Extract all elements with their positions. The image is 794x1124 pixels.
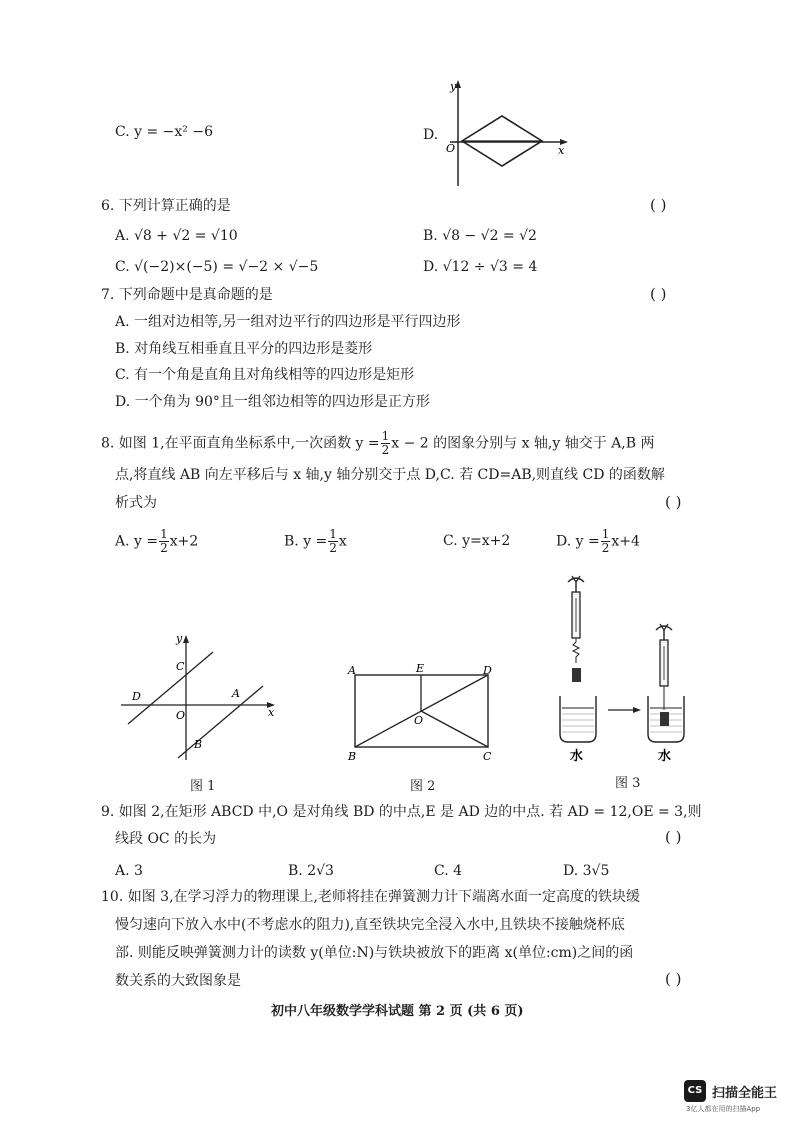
figure-2 — [343, 660, 498, 765]
q8-option-d: D. y = $\frac{1}{2}$ x+4 — [556, 527, 640, 555]
q8-option-c: C. y=x+2 — [443, 533, 511, 549]
fig-label-x: x — [558, 144, 565, 157]
q9-answer-paren[interactable]: ( ) — [665, 828, 682, 846]
q8-line1 — [101, 430, 655, 457]
q10-line1: 10. 如图 3,在学习浮力的物理课上,老师将挂在弹簧测力计下端离水面一定高度的铁块缓 — [101, 889, 640, 905]
figure-3 — [548, 568, 708, 768]
fig-label-y: y — [450, 80, 457, 93]
fig1-label-b: B — [194, 738, 203, 751]
camscanner-logo: CS — [684, 1080, 706, 1102]
q8-fraction: $\frac{1}{2}$ — [381, 429, 390, 457]
q9-option-b: B. 2√3 — [288, 863, 334, 879]
q9-line1: 9. 如图 2,在矩形 ABCD 中,O 是对角线 BD 的中点,E 是 AD 边的中点. 若 AD = 12,OE = 3,则 — [101, 804, 702, 820]
fig2-label-b: B — [348, 750, 357, 763]
fig3-water-left: 水 — [570, 749, 584, 764]
q10-line4: 数关系的大致图象是 — [115, 973, 241, 989]
q8-line3: 析式为 — [115, 495, 157, 511]
q6-option-d: D. √12 ÷ √3 = 4 — [423, 259, 538, 275]
q7-stem: 7. 下列命题中是真命题的是 — [101, 287, 273, 303]
q5-option-d-figure — [440, 78, 570, 190]
fig1-label-o: O — [176, 709, 186, 722]
fig2-label-o: O — [414, 714, 424, 727]
figure-3-caption: 图 3 — [615, 776, 641, 791]
q8-line1-a: 8. 如图 1,在平面直角坐标系中,一次函数 y = — [101, 435, 380, 452]
figure-1-caption: 图 1 — [190, 779, 216, 794]
fig3-water-right: 水 — [658, 749, 672, 764]
camscanner-tagline: 3亿人都在用的扫描App — [686, 1105, 761, 1113]
fig2-label-e: E — [416, 662, 425, 675]
camscanner-name: 扫描全能王 — [712, 1086, 778, 1101]
q6-answer-paren[interactable]: ( ) — [650, 196, 667, 214]
q7-answer-paren[interactable]: ( ) — [650, 285, 667, 303]
q6-option-a: A. √8 + √2 = √10 — [115, 228, 238, 244]
q5-option-c: C. y = −x² −6 — [115, 124, 213, 140]
q9-line2: 线段 OC 的长为 — [115, 831, 217, 847]
fig2-label-d: D — [483, 664, 492, 677]
fig1-label-y: y — [176, 632, 183, 645]
fig1-label-x: x — [268, 706, 275, 719]
figure-1 — [118, 632, 283, 764]
q10-line2: 慢匀速向下放入水中(不考虑水的阻力),直至铁块完全浸入水中,且铁块不接触烧杯底 — [115, 917, 625, 933]
q8-answer-paren[interactable]: ( ) — [665, 493, 682, 511]
fig1-label-c: C — [176, 660, 185, 673]
figure-2-caption: 图 2 — [410, 779, 436, 794]
fig1-label-d: D — [132, 690, 141, 703]
q7-option-c: C. 有一个角是直角且对角线相等的四边形是矩形 — [115, 367, 415, 383]
q10-line3: 部. 则能反映弹簧测力计的读数 y(单位:N)与铁块被放下的距离 x(单位:cm)之间的函 — [115, 945, 634, 961]
q8-line2: 点,将直线 AB 向左平移后与 x 轴,y 轴分别交于点 D,C. 若 CD=AB,则直线 CD 的函数解 — [115, 467, 665, 483]
fig1-label-a: A — [232, 687, 240, 700]
q8-line1-b: x − 2 的图象分别与 x 轴,y 轴交于 A,B 两 — [391, 435, 655, 452]
q6-option-c: C. √(−2)×(−5) = √−2 × √−5 — [115, 259, 319, 275]
fig2-label-c: C — [483, 750, 492, 763]
q6-stem: 6. 下列计算正确的是 — [101, 198, 231, 214]
q8-option-b: B. y = $\frac{1}{2}$ x — [284, 527, 347, 555]
q9-option-d: D. 3√5 — [563, 863, 610, 879]
q7-option-b: B. 对角线互相垂直且平分的四边形是菱形 — [115, 341, 373, 357]
page-footer: 初中八年级数学学科试题 第 2 页 (共 6 页) — [271, 1004, 524, 1019]
q9-option-c: C. 4 — [434, 863, 463, 879]
fig2-label-a: A — [348, 664, 356, 677]
q9-option-a: A. 3 — [115, 863, 143, 879]
q7-option-d: D. 一个角为 90°且一组邻边相等的四边形是正方形 — [115, 394, 430, 410]
q8-option-a: A. y = $\frac{1}{2}$ x+2 — [115, 527, 199, 555]
q10-answer-paren[interactable]: ( ) — [665, 970, 682, 988]
q7-option-a: A. 一组对边相等,另一组对边平行的四边形是平行四边形 — [115, 314, 461, 330]
q5-option-d: D. — [423, 127, 439, 143]
fig-label-o: O — [446, 142, 456, 155]
q6-option-b: B. √8 − √2 = √2 — [423, 228, 537, 244]
